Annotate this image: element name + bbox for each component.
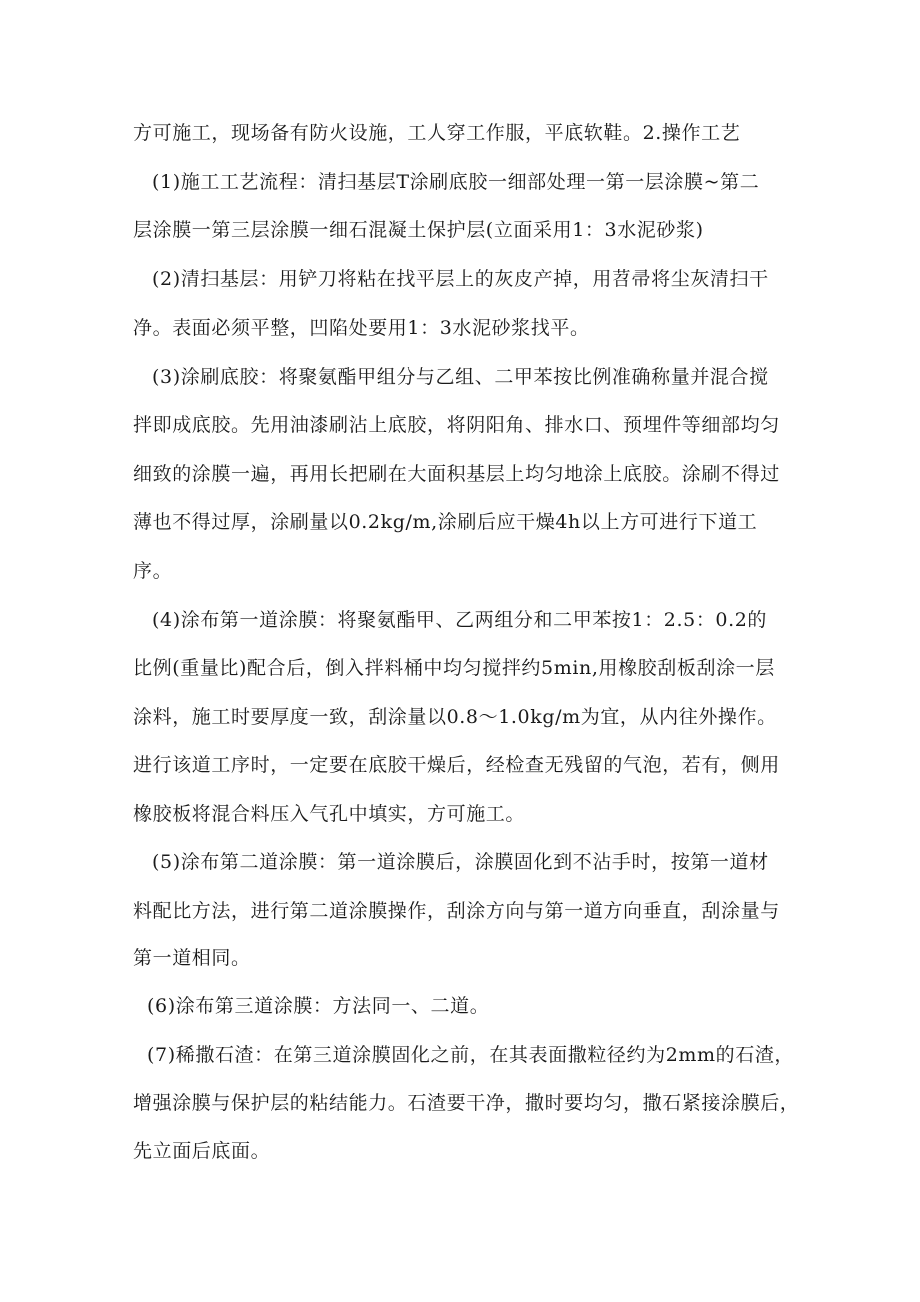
text-line: 先立面后底面。 [133, 1140, 271, 1162]
text-line: 料配比方法，进行第二道涂膜操作，刮涂方向与第一道方向垂直，刮涂量与 [133, 900, 780, 922]
text-line: 方可施工，现场备有防火设施，工人穿工作服，平底软鞋。2.操作工艺 [133, 122, 741, 144]
text-line: (1)施工工艺流程：清扫基层T涂刷底胶一细部处理一第一层涂膜~第二 [152, 171, 760, 193]
text-line: 序。 [133, 560, 173, 582]
text-line: 涂料，施工时要厚度一致，刮涂量以0.8～1.0kg/m为宜，从内往外操作。 [133, 706, 777, 728]
text-line: 进行该道工序时，一定要在底胶干燥后，经检查无残留的气泡，若有，侧用 [133, 754, 780, 776]
text-line: (7)稀撒石渣：在第三道涂膜固化之前，在其表面撒粒径约为2mm的石渣， [147, 1044, 795, 1066]
text-line: 细致的涂膜一遍，再用长把刷在大面积基层上均匀地涂上底胶。涂刷不得过 [133, 463, 780, 485]
text-line: (4)涂布第一道涂膜：将聚氨酯甲、乙两组分和二甲苯按1：2.5：0.2的 [152, 609, 768, 631]
text-line: 拌即成底胶。先用油漆刷沾上底胶，将阴阳角、排水口、预埋件等细部均匀 [133, 414, 780, 436]
text-line: 薄也不得过厚，涂刷量以0.2kg/m,涂刷后应干燥4h以上方可进行下道工 [133, 511, 758, 533]
text-line: 第一道相同。 [133, 947, 251, 969]
text-line: (5)涂布第二道涂膜：第一道涂膜后，涂膜固化到不沾手时，按第一道材 [152, 851, 769, 873]
text-line: (3)涂刷底胶：将聚氨酯甲组分与乙组、二甲苯按比例准确称量并混合搅 [152, 366, 769, 388]
text-line: 净。表面必须平整，凹陷处要用1：3水泥砂浆找平。 [133, 317, 590, 339]
text-line: (2)清扫基层：用铲刀将粘在找平层上的灰皮产掉，用苕帚将尘灰清扫干 [152, 268, 769, 290]
text-line: (6)涂布第三道涂膜：方法同一、二道。 [147, 995, 490, 1017]
text-line: 比例(重量比)配合后，倒入拌料桶中均匀搅拌约5min,用橡胶刮板刮涂一层 [133, 657, 775, 679]
text-line: 橡胶板将混合料压入气孔中填实，方可施工。 [133, 803, 526, 825]
text-line: 层涂膜一第三层涂膜一细石混凝土保护层(立面采用1：3水泥砂浆) [133, 219, 704, 241]
text-line: 增强涂膜与保护层的粘结能力。石渣要干净，撒时要均匀，撒石紧接涂膜后， [133, 1092, 800, 1114]
